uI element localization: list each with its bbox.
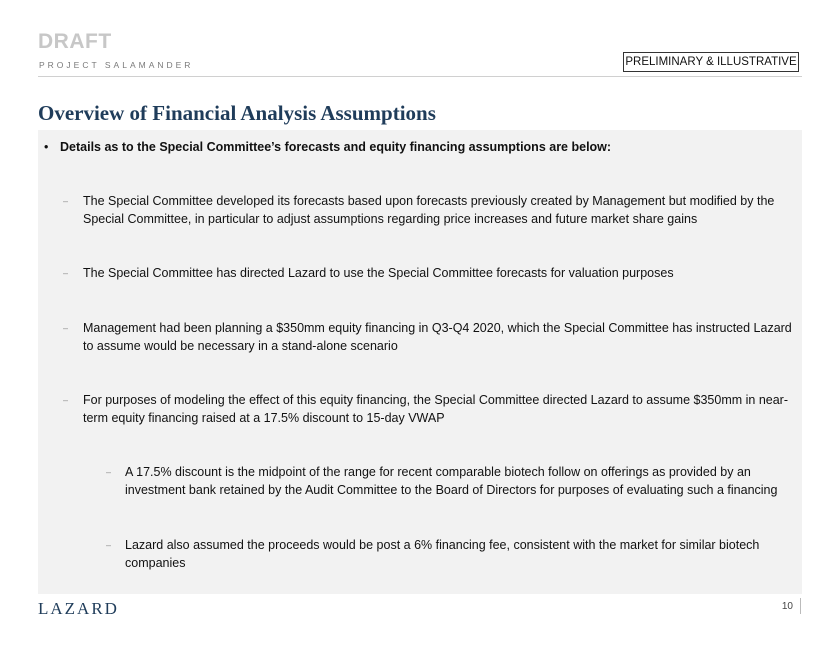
main-bullet-text: Details as to the Special Committee’s forecasts and equity financing assumptions are below: <box>60 140 612 154</box>
dash-marker: – <box>63 323 69 333</box>
project-name: PROJECT SALAMANDER <box>39 60 194 70</box>
sub-list-item <box>106 537 793 572</box>
sub-list-item-text: A 17.5% discount is the midpoint of the range for recent comparable biotech follow on offerings as provided by an investment bank retained by the Audit Committee to the Board of Directors for purposes of evaluating such a financing <box>125 465 778 497</box>
preliminary-stamp: PRELIMINARY & ILLUSTRATIVE <box>623 52 799 72</box>
page-number: 10 <box>781 601 793 612</box>
dash-marker: – <box>63 268 69 278</box>
list-item <box>63 320 793 355</box>
list-item <box>63 392 793 427</box>
page-number-divider <box>800 598 801 614</box>
draft-watermark: DRAFT <box>38 30 112 53</box>
list-item-text: Management had been planning a $350mm equity financing in Q3-Q4 2020, which the Special Committee has instructed Lazard to assume would be necessary in a stand-alone scenario <box>83 321 792 353</box>
header-rule <box>38 76 802 77</box>
bullet-marker: • <box>44 140 49 154</box>
page-title: Overview of Financial Analysis Assumptions <box>38 101 436 125</box>
list-item-text: For purposes of modeling the effect of this equity financing, the Special Committee directed Lazard to assume $350mm in near-term equity financing raised at a 17.5% discount to 15-day VWAP <box>83 393 789 425</box>
list-item <box>63 193 793 228</box>
list-item <box>63 265 793 283</box>
dash-marker: – <box>106 467 112 477</box>
dash-marker: – <box>106 540 112 550</box>
sub-list-item <box>106 464 793 499</box>
list-item-text: The Special Committee developed its forecasts based upon forecasts previously created by Management but modified by the Special Committee, in particular to adjust assumptions regarding price increases and future market share gains <box>83 194 775 226</box>
dash-marker: – <box>63 395 69 405</box>
lazard-logo: LAZARD <box>38 599 119 618</box>
main-bullet <box>44 139 612 157</box>
list-item-text: The Special Committee has directed Lazard to use the Special Committee forecasts for valuation purposes <box>83 266 674 280</box>
sub-list-item-text: Lazard also assumed the proceeds would be post a 6% financing fee, consistent with the market for similar biotech companies <box>125 538 760 570</box>
dash-marker: – <box>63 196 69 206</box>
